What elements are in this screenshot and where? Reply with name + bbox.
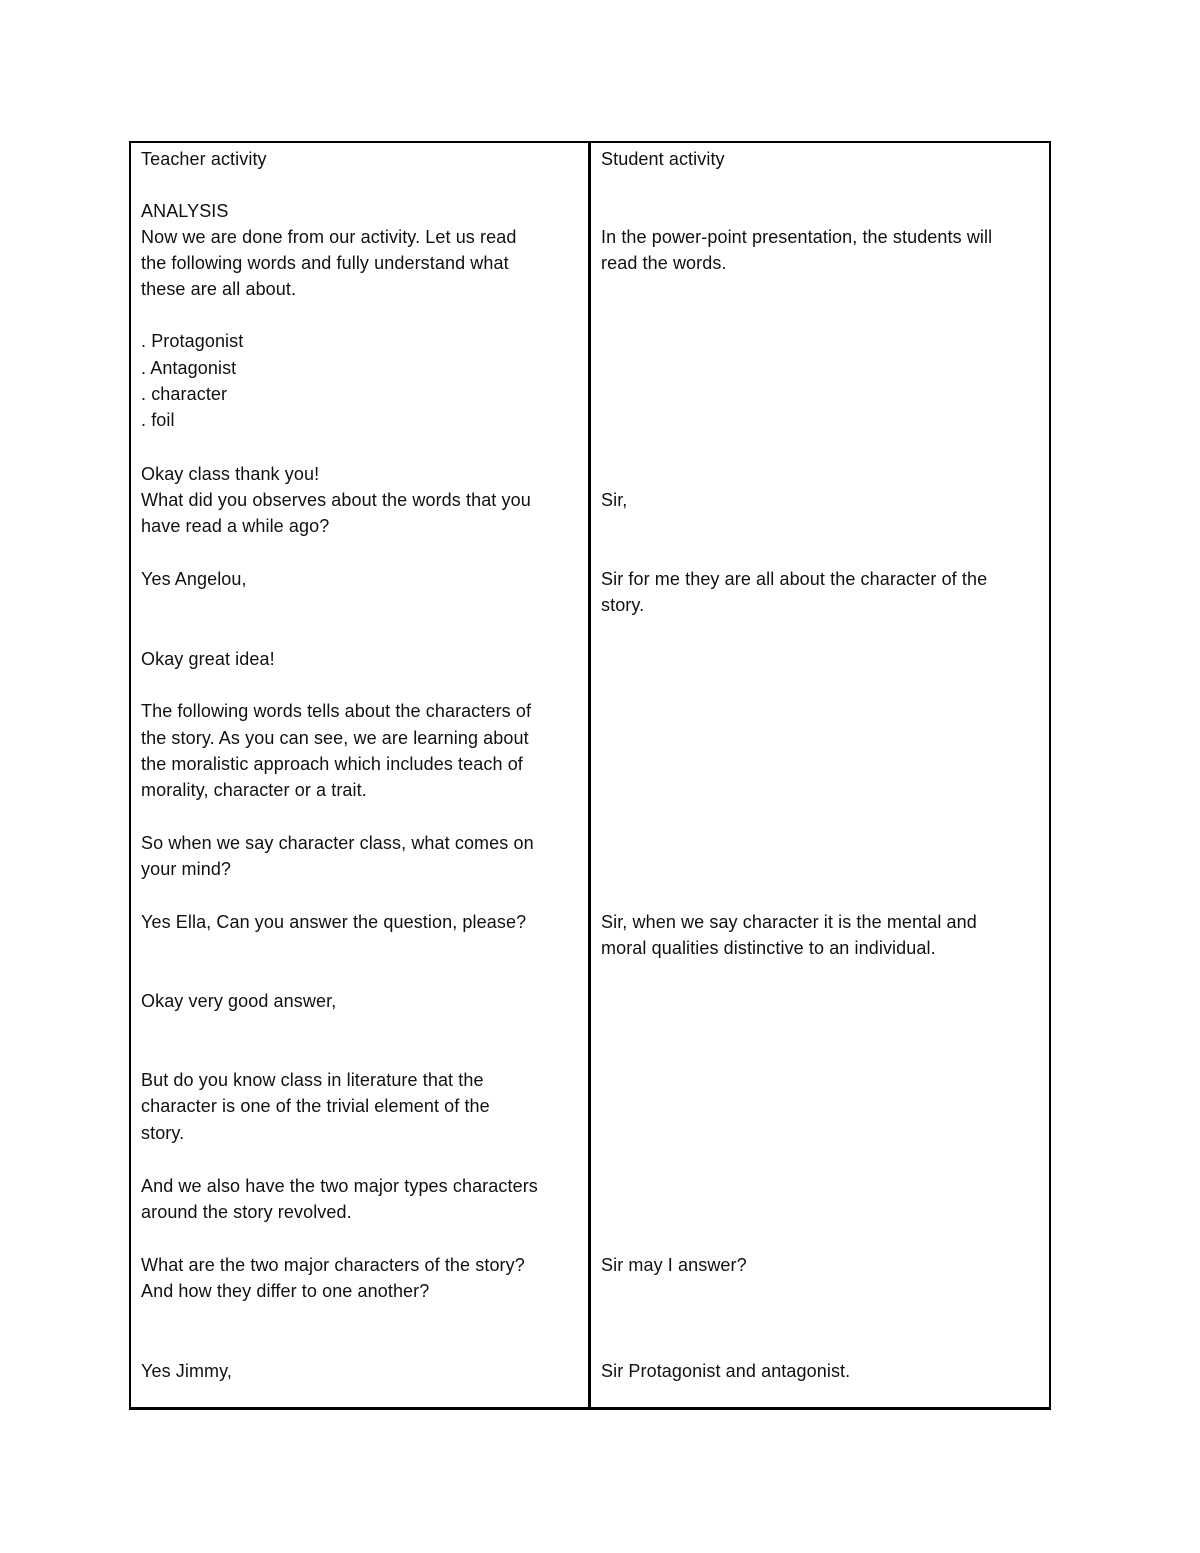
student-line: Sir, when we say character it is the mental and — [601, 912, 977, 932]
teacher-line: character is one of the trivial element of the — [141, 1096, 490, 1116]
teacher-line: have read a while ago? — [141, 516, 330, 536]
student-line: Sir for me they are all about the character of the — [601, 569, 988, 589]
teacher-line: these are all about. — [141, 279, 297, 299]
teacher-line: ANALYSIS — [141, 201, 229, 221]
teacher-line: And we also have the two major types characters — [141, 1176, 538, 1196]
teacher-line: Okay very good answer, — [141, 991, 337, 1011]
student-line: Sir, — [601, 490, 628, 510]
student-line: moral qualities distinctive to an individual. — [601, 938, 936, 958]
teacher-line: Yes Angelou, — [141, 569, 247, 589]
student-line: story. — [601, 595, 645, 615]
student-line: In the power-point presentation, the students will — [601, 227, 993, 247]
teacher-line: And how they differ to one another? — [141, 1281, 430, 1301]
teacher-line: Okay class thank you! — [141, 464, 320, 484]
student-line: Sir may I answer? — [601, 1255, 747, 1275]
student-line: Sir Protagonist and antagonist. — [601, 1361, 851, 1381]
teacher-line: What are the two major characters of the story? — [141, 1255, 525, 1275]
teacher-line: Yes Ella, Can you answer the question, please? — [141, 912, 527, 932]
teacher-line: Okay great idea! — [141, 649, 275, 669]
teacher-line: . foil — [141, 410, 175, 430]
teacher-line: Yes Jimmy, — [141, 1361, 233, 1381]
teacher-line: What did you observes about the words that you — [141, 490, 531, 510]
teacher-line: Now we are done from our activity. Let us read — [141, 227, 517, 247]
teacher-line: But do you know class in literature that the — [141, 1070, 484, 1090]
teacher-line: your mind? — [141, 859, 232, 879]
teacher-line: So when we say character class, what comes on — [141, 833, 534, 853]
teacher-line: story. — [141, 1123, 185, 1143]
teacher-line: the following words and fully understand what — [141, 253, 509, 273]
teacher-line: around the story revolved. — [141, 1202, 352, 1222]
teacher-line: . character — [141, 384, 228, 404]
teacher-line: the moralistic approach which includes teach of — [141, 754, 523, 774]
teacher-line: The following words tells about the characters of — [141, 701, 532, 721]
student-line: read the words. — [601, 253, 727, 273]
column-divider — [588, 141, 591, 1410]
student-column-header: Student activity — [601, 149, 725, 169]
teacher-line: morality, character or a trait. — [141, 780, 367, 800]
teacher-line: . Antagonist — [141, 358, 237, 378]
teacher-line: the story. As you can see, we are learning about — [141, 728, 529, 748]
teacher-line: . Protagonist — [141, 331, 244, 351]
teacher-column-header: Teacher activity — [141, 149, 267, 169]
